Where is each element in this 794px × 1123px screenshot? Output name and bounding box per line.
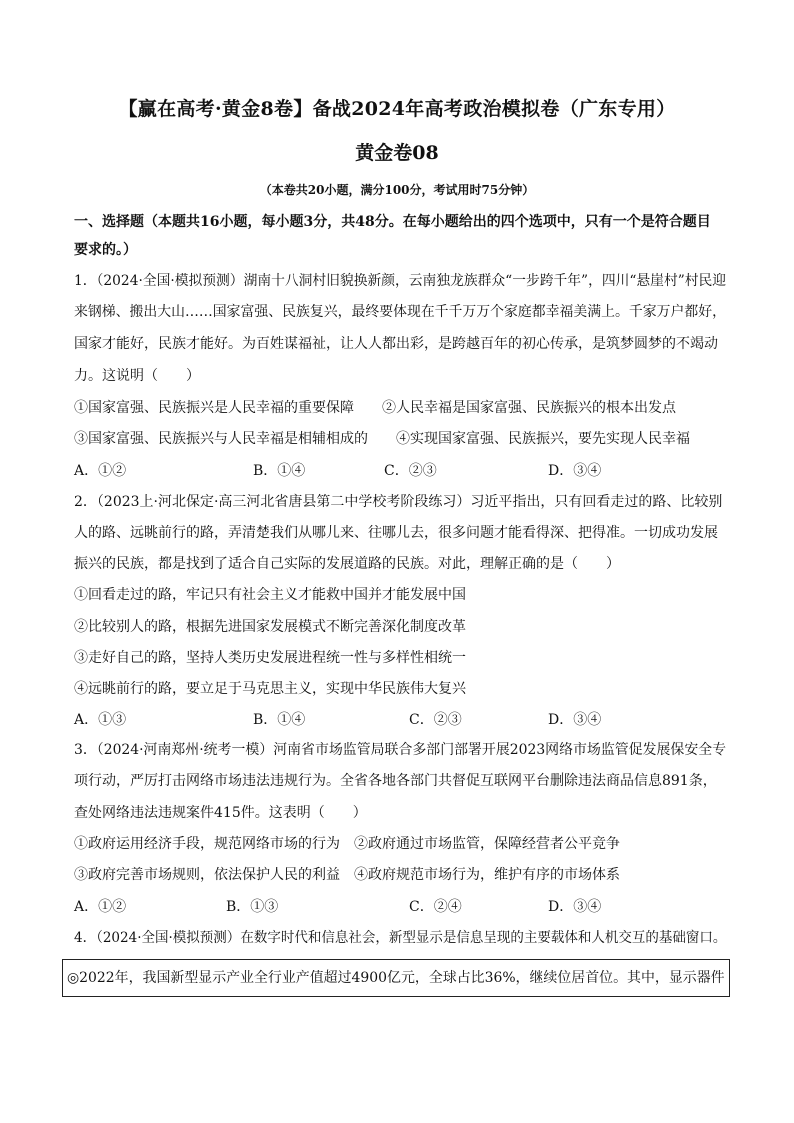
q1-statement: ①国家富强、民族振兴是人民幸福的重要保障 ②人民幸福是国家富强、民族振兴的根本出发点 — [74, 400, 676, 416]
section-instruction: 一、选择题（本题共16小题，每小题3分，共48分。在每小题给出的四个选项中，只有一个是符合题目 — [74, 214, 711, 230]
q3-statement: ③政府完善市场规则，依法保护人民的利益 ④政府规范市场行为，维护有序的市场体系 — [74, 867, 620, 883]
q1-option-c: C．②③ — [384, 463, 437, 479]
q2-statement: ②比较别人的路，根据先进国家发展模式不断完善深化制度改革 — [74, 619, 466, 635]
q1-option-b: B．①④ — [253, 463, 306, 479]
q2-statement: ③走好自己的路，坚持人类历史发展进程统一性与多样性相统一 — [74, 650, 466, 666]
section-instruction-cont: 要求的。） — [74, 242, 137, 258]
q1-stem-line: 力。这说明（ ） — [74, 368, 200, 384]
page-title: 【赢在高考·黄金8卷】备战2024年高考政治模拟卷（广东专用） — [118, 98, 676, 120]
q3-stem-line: 3．（2024·河南郑州·统考一模）河南省市场监管局联合多部门部署开展2023网络市场监管促发展保安全专 — [74, 742, 727, 758]
q2-option-c: C．②③ — [409, 712, 462, 728]
q4-stem-line: 4．（2024·全国·模拟预测）在数字时代和信息社会，新型显示是信息呈现的主要载体和人机交互的基础窗口。 — [74, 930, 727, 946]
q4-material-text: ◎2022年，我国新型显示产业全行业产值超过4900亿元，全球占比36%，继续位居首位。其中，显示器件 — [67, 970, 725, 986]
page-subtitle: 黄金卷08 — [355, 142, 439, 164]
q3-stem-line: 项行动，严厉打击网络市场违法违规行为。全省各地各部门共督促互联网平台删除违法商品信息891条， — [74, 773, 717, 789]
q3-option-b: B．①③ — [226, 899, 279, 915]
q3-option-a: A．①② — [74, 899, 127, 915]
q3-stem-line: 查处网络违法违规案件415件。这表明（ ） — [74, 805, 367, 821]
q2-statement: ①回看走过的路，牢记只有社会主义才能救中国并才能发展中国 — [74, 587, 466, 603]
q2-stem-line: 人的路、远眺前行的路，弄清楚我们从哪儿来、往哪儿去，很多问题才能看得深、把得准。一切成功发展 — [74, 525, 718, 541]
q2-stem-line: 振兴的民族，都是找到了适合自己实际的发展道路的民族。对此，理解正确的是（ ） — [74, 556, 620, 572]
q2-statement: ④远眺前行的路，要立足于马克思主义，实现中华民族伟大复兴 — [74, 681, 466, 697]
q1-option-d: D．③④ — [548, 463, 602, 479]
q3-statement: ①政府运用经济手段，规范网络市场的行为 ②政府通过市场监管，保障经营者公平竞争 — [74, 836, 620, 852]
q2-option-d: D．③④ — [548, 712, 602, 728]
q1-statement: ③国家富强、民族振兴与人民幸福是相辅相成的 ④实现国家富强、民族振兴，要先实现人民幸福 — [74, 431, 690, 447]
q4-material-box — [62, 959, 730, 997]
q1-stem-line: 1．（2024·全国·模拟预测）湖南十八洞村旧貌换新颜，云南独龙族群众“一步跨千年”，四川“悬崖村”村民迎 — [74, 273, 727, 289]
q1-stem-line: 国家才能好，民族才能好。为百姓谋福祉，让人人都出彩，是跨越百年的初心传承，是筑梦圆梦的不竭动 — [74, 336, 718, 352]
q2-option-b: B．①④ — [253, 712, 306, 728]
q2-option-a: A．①③ — [74, 712, 127, 728]
q3-option-c: C．②④ — [409, 899, 462, 915]
q3-option-d: D．③④ — [548, 899, 602, 915]
q1-stem-line: 来钢梯、搬出大山……国家富强、民族复兴，最终要体现在千千万万个家庭都幸福美满上。千家万户都好， — [74, 304, 727, 320]
q1-option-a: A．①② — [74, 463, 127, 479]
q2-stem-line: 2．（2023上·河北保定·高三河北省唐县第二中学校考阶段练习）习近平指出，只有回看走过的路、比较别 — [74, 494, 723, 510]
exam-note: （本卷共20小题，满分100分，考试用时75分钟） — [259, 183, 535, 197]
